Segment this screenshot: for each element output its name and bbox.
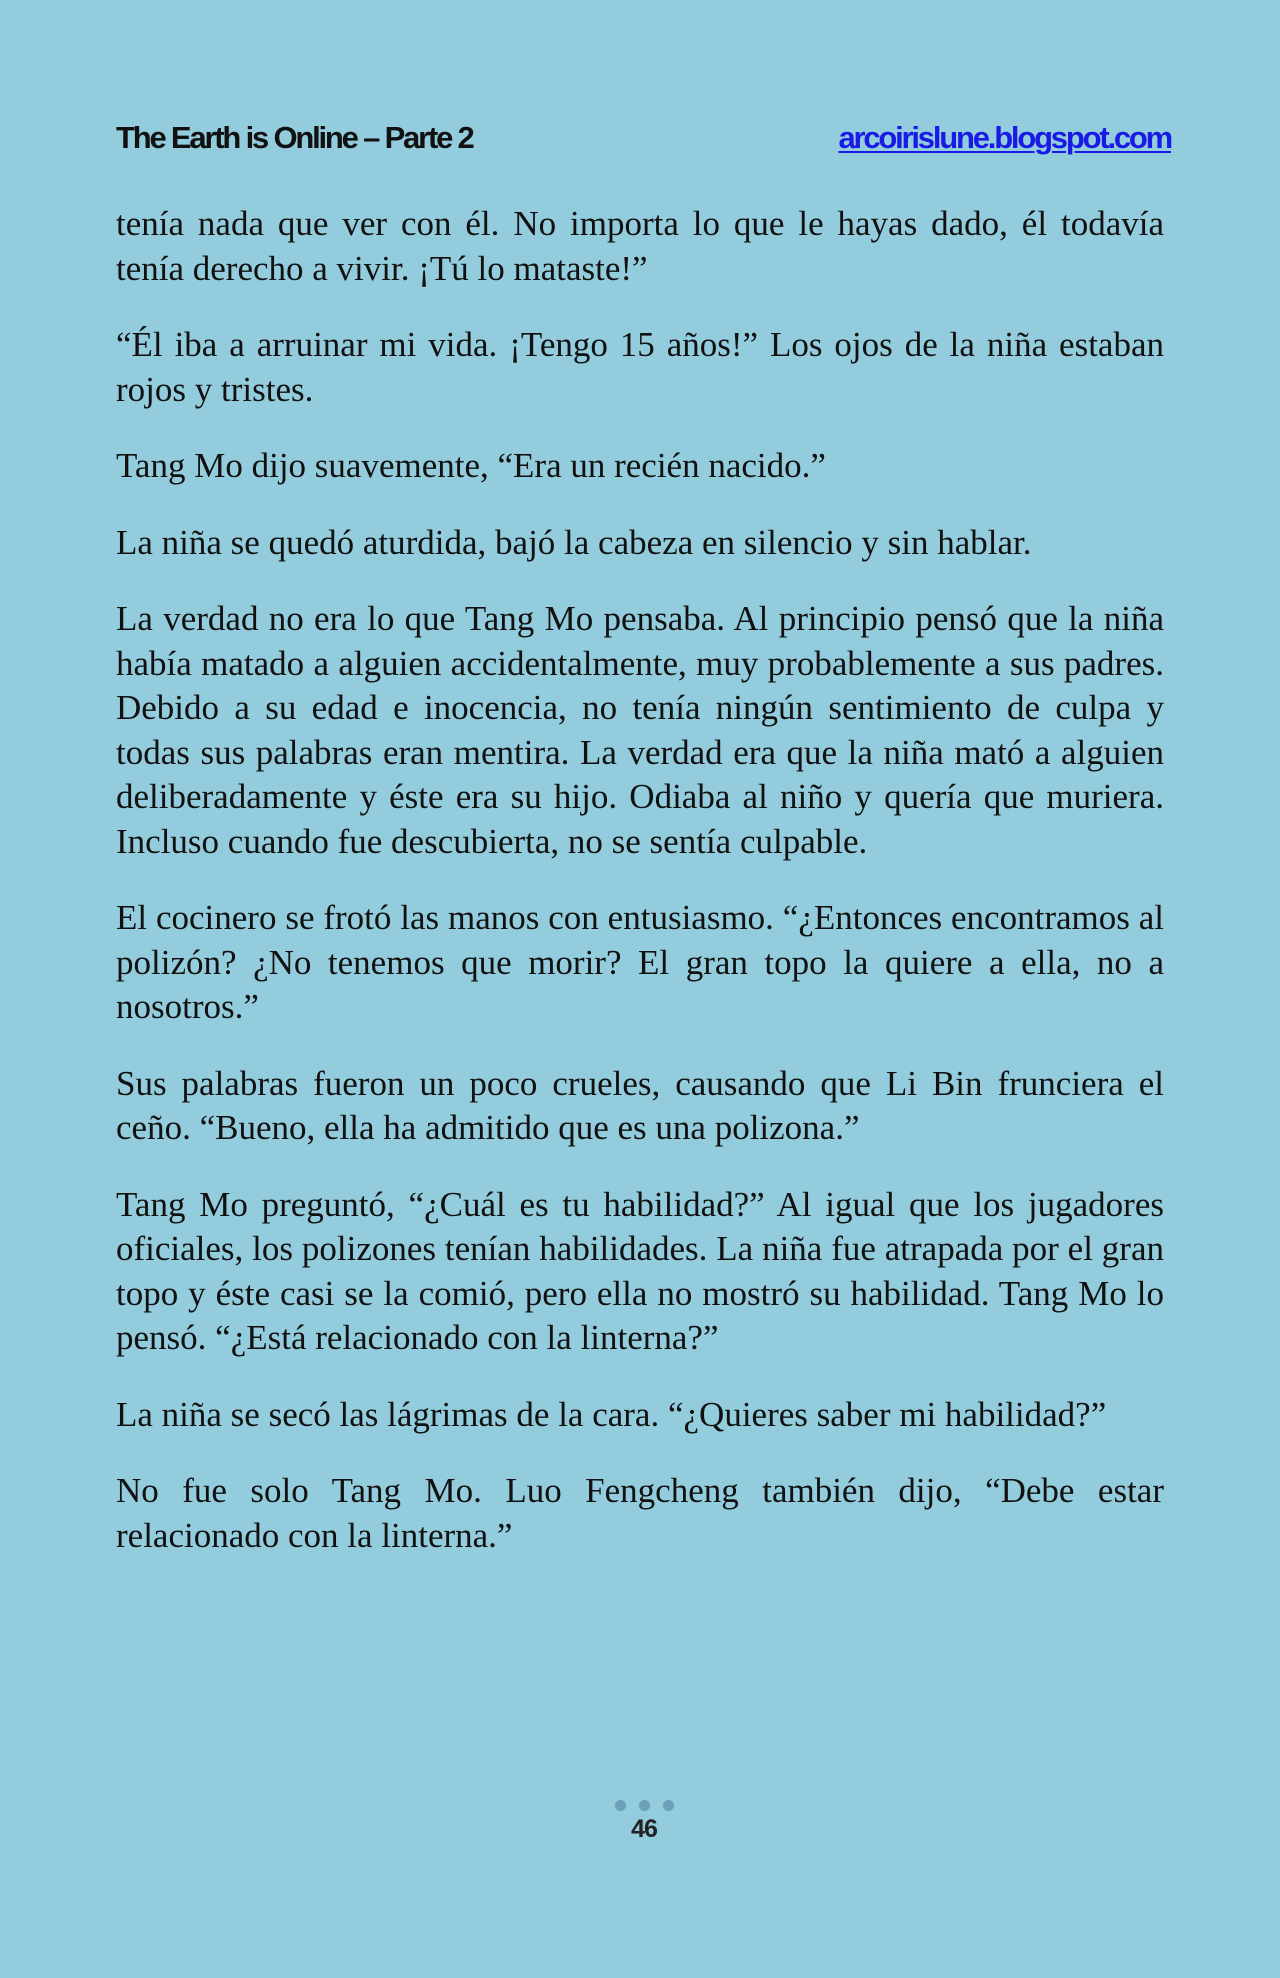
paragraph: Tang Mo preguntó, “¿Cuál es tu habilidad?” Al igual que los jugadores oficiales, los polizones tenían habilidades. La niña fue atrapada por el gran topo y éste casi se la comió, pero ella no mostró su habilidad. Tang Mo lo pensó. “¿Está relacionado con la linterna?” <box>116 1184 1164 1357</box>
paragraph: El cocinero se frotó las manos con entusiasmo. “¿Entonces encontramos al polizón? ¿No tenemos que morir? El gran topo la quiere a ella, no a nosotros.” <box>116 898 1164 1026</box>
paragraph: La verdad no era lo que Tang Mo pensaba. Al principio pensó que la niña había matado a alguien accidentalmente, muy probablemente a sus padres. Debido a su edad e inocencia, no tenía ningún sentimiento de culpa y todas sus palabras eran mentira. La verdad era que la niña mató a alguien deliberadamente y éste era su hijo. Odiaba al niño y quería que muriera. Incluso cuando fue descubierta, no se sentía culpable. <box>116 599 1164 861</box>
paragraph: La niña se quedó aturdida, bajó la cabeza en silencio y sin hablar. <box>116 522 1032 562</box>
paragraph: tenía nada que ver con él. No importa lo que le hayas dado, él todavía tenía derecho a vivir. ¡Tú lo mataste!” <box>116 204 1164 288</box>
blog-link[interactable]: arcoirislune.blogspot.com <box>838 120 1171 155</box>
book-title: The Earth is Online – Parte 2 <box>116 120 473 155</box>
paragraph: “Él iba a arruinar mi vida. ¡Tengo 15 años!” Los ojos de la niña estaban rojos y tristes. <box>116 325 1164 409</box>
dot-icon <box>615 1800 626 1811</box>
page-number: 46 <box>631 1815 657 1843</box>
page-body <box>116 202 1164 1590</box>
paragraph: Sus palabras fueron un poco crueles, causando que Li Bin frunciera el ceño. “Bueno, ella ha admitido que es una polizona.” <box>116 1063 1164 1147</box>
decorative-dots <box>8 1800 1280 1811</box>
page-footer <box>0 1800 1280 1844</box>
paragraph: No fue solo Tang Mo. Luo Fengcheng también dijo, “Debe estar relacionado con la linterna.” <box>116 1471 1164 1555</box>
dot-icon <box>639 1800 650 1811</box>
paragraph: Tang Mo dijo suavemente, “Era un recién nacido.” <box>116 446 826 485</box>
paragraph: La niña se secó las lágrimas de la cara. “¿Quieres saber mi habilidad?” <box>116 1394 1107 1434</box>
dot-icon <box>663 1800 674 1811</box>
page-header <box>116 120 1171 160</box>
